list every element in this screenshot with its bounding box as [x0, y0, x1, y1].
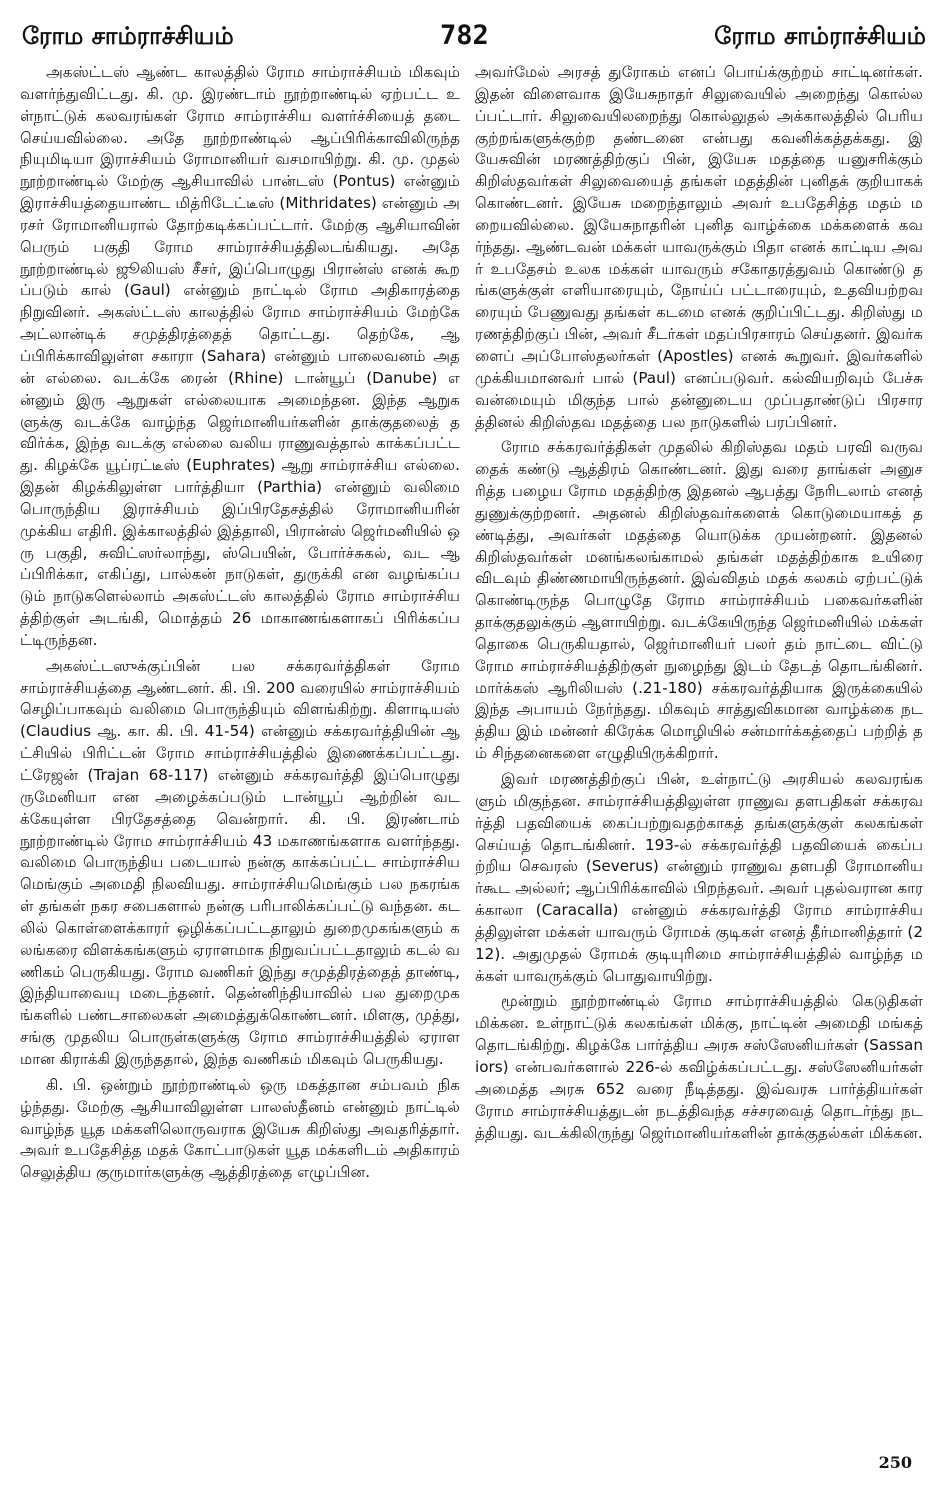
- right-column: [475, 62, 923, 1482]
- paragraph-military-unrest: இவர் மரணத்திற்குப் பின், உள்நாட்டு அரசியல் கலவரங்களும் மிகுந்தன. சாம்ராச்சியத்திலுள்ள ராணுவ தளபதிகள் சக்கரவர்த்தி பதவியைக் கைப்பற்றுவதற்காகத் தங்களுக்குள் கலகங்கள் செய்யத் தொடங்கினர். 193-ல் சக்கரவர்த்தி பதவியைக் கைப்பற்றிய செவரஸ் (Severus) என்னும் ராணுவ தளபதி ரோமானியர்கூட அல்லர்; ஆப்பிரிக்காவில் பிறந்தவர். அவர் புதல்வரான காரக்காலா (Caracalla) என்னும் சக்கரவர்த்தி ரோம சாம்ராச்சியத்திலுள்ள மக்கள் யாவரும் ரோமக் குடிகள் எனத் தீர்மானித்தார் (212). அதுமுதல் ரோமக் குடியுரிமை சாம்ராச்சியத்தில் வாழ்ந்த மக்கள் யாவருக்கும் பொதுவாயிற்று.: [475, 770, 923, 985]
- paragraph-persecution-and-germans: ரோம சக்கரவர்த்திகள் முதலில் கிறிஸ்தவ மதம் பரவி வருவதைக் கண்டு ஆத்திரம் கொண்டனர். இது வரை தாங்கள் அனுசரித்த பழைய ரோம மதத்திற்கு இதனல் ஆபத்து நேரிடலாம் எனத் துணுக்குற்றனர். அதனல் கிறிஸ்தவர்களைக் கொடுமையாகத் தண்டித்து, அவர்கள் மதத்தை யொடுக்க முயன்றனர். இதனல் கிறிஸ்தவர்கள் மனங்கலங்காமல் தங்கள் மதத்திற்காக உயிரை விடவும் திண்ணமாயிருந்தனர். இவ்விதம் மதக் கலகம் ஏற்பட்டுக் கொண்டிருந்த பொழுதே ரோம சாம்ராச்சியம் பகைவர்களின் தாக்குதலுக்கும் ஆளாயிற்று. வடக்கேயிருந்த ஜெர்மனியில் மக்கள் தொகை பெருகியதால், ஜெர்மானியர் பலர் தம் நாட்டை விட்டு ரோம சாம்ராச்சியத்திற்குள் நுழைந்து இடம் தேடத் தொடங்கினர். மார்க்கஸ் ஆரிலியஸ் (.21-180) சக்கரவர்த்தியாக இருக்கையில் இந்த அபாயம் நேர்ந்தது. மிகவும் சாத்துவிகமான வாழ்க்கை நடத்திய இம் மன்னர் கிரேக்க மொழியில் சன்மார்க்கத்தைப் பற்றித் தம் சிந்தனைகளை எழுதியிருக்கிறார்.: [475, 438, 923, 763]
- running-header: [0, 0, 940, 60]
- running-title-right: ரோம சாம்ராச்சியம்: [714, 22, 926, 50]
- paragraph-birth-of-christianity: கி. பி. ஒன்றும் நூற்றாண்டில் ஒரு மகத்தான சம்பவம் நிகழ்ந்தது. மேற்கு ஆசியாவிலுள்ள பாலஸ்தீனம் என்னும் நாட்டில் வாழ்ந்த யூத மக்களிலொருவராக இயேசு கிறிஸ்து அவதரித்தார். அவர் உபதேசித்த மதக் கோட்பாடுகள் யூத மக்களிடம் அதிகாரம் செலுத்திய குருமார்களுக்கு ஆத்திரத்தை எழுப்பின.: [20, 1075, 460, 1182]
- running-title-left: ரோம சாம்ராச்சியம்: [22, 22, 234, 50]
- paragraph-crucifixion-and-apostles: அவர்மேல் அரசத் துரோகம் எனப் பொய்க்குற்றம் சாட்டினர்கள். இதன் விளைவாக இயேசுநாதர் சிலுவையில் அறைந்து கொல்லப்பட்டார். சிலுவையிலறைந்து கொல்லுதல் அக்காலத்தில் பெரிய குற்றங்களுக்குற்ற தண்டனை என்பது கவனிக்கத்தக்கது. இயேசுவின் மரணத்திற்குப் பின், இயேசு மதத்தை யனுசரிக்கும் கிறிஸ்தவர்கள் சிலுவையைத் தங்கள் மதத்தின் புனிதக் குறியாகக் கொண்டனர். இயேசு மறைந்தாலும் அவர் உபதேசித்த மதம் மறையவில்லை. இயேசுநாதரின் புனித வாழ்க்கை மக்களைக் கவர்ந்தது. ஆண்டவன் மக்கள் யாவருக்கும் பிதா எனக் காட்டிய அவர் உபதேசம் உலக மக்கள் யாவரும் சகோதரத்துவம் கொண்டு தங்களுக்குள் எளியாரையும், நோய்ப் பட்டாரையும், உதவியற்றவரையும் பேணுவது தங்கள் கடமை எனக் குறிப்பிட்டது. கிறிஸ்து மரணத்திற்குப் பின், அவர் சீடர்கள் மதப்பிரசாரம் செய்தனர். இவர்களைப் அப்போஸ்தலர்கள் (Apostles) எனக் கூறுவர். இவர்களில் முக்கியமானவர் பால் (Paul) எனப்படுவர். கல்வியறிவும் பேச்சு வன்மையும் மிகுந்த பால் தன்னுடைய முப்பதாண்டுப் பிரசாரத்தினல் கிறிஸ்தவ மதத்தை பல நாடுகளில் பரப்பினர்.: [475, 63, 923, 431]
- left-column: [20, 62, 460, 1482]
- paragraph-third-century-decline: மூன்றும் நூற்றாண்டில் ரோம சாம்ராச்சியத்தில் கெடுதிகள் மிக்கன. உள்நாட்டுக் கலகங்கள் மிக்கு, நாட்டின் அமைதி மங்கத் தொடங்கிற்று. கிழக்கே பார்த்திய அரசு சஸ்ஸேனியர்கள் (Sassaniors) என்பவர்களால் 226-ல் கவிழ்க்கப்பட்டது. சஸ்ஸேனியர்கள் அமைத்த அரசு 652 வரை நீடித்தது. இவ்வரசு பார்த்தியர்கள் ரோம சாம்ராச்சியத்துடன் நடத்திவந்த சச்சரவைத் தொடர்ந்து நடத்தியது. வடக்கிலிருந்து ஜெர்மானியர்களின் தாக்குதல்கள் மிக்கன.: [475, 992, 923, 1142]
- paragraph-augustus-expansion: அகஸ்ட்டஸ் ஆண்ட காலத்தில் ரோம சாம்ராச்சியம் மிகவும் வளர்ந்துவிட்டது. கி. மு. இரண்டாம் நூற்றாண்டில் ஏற்பட்ட உள்நாட்டுக் கலவரங்கள் ரோம சாம்ராச்சிய வளர்ச்சியைத் தடை செய்யவில்லை. அதே நூற்றாண்டில் ஆப்பிரிக்காவிலிருந்த நியுமிடியா இராச்சியம் ரோமானியர் வசமாயிற்று. கி. மு. முதல் நூற்றாண்டில் மேற்கு ஆசியாவில் பான்டஸ் (Pontus) என்னும் இராச்சியத்தையாண்ட மித்ரிடேட்டீஸ் (Mithridates) என்னும் அரசர் ரோமானியரால் தோற்கடிக்கப்பட்டார். மேற்கு ஆசியாவின் பெரும் பகுதி ரோம சாம்ராச்சியத்திலடங்கியது. அதே நூற்றாண்டில் ஜூலியஸ் சீசர், இப்பொழுது பிரான்ஸ் எனக் கூறப்படும் கால் (Gaul) என்னும் நாட்டில் ரோம அதிகாரத்தை நிறுவினர். அகஸ்ட்டஸ் காலத்தில் ரோம சாம்ராச்சியம் மேற்கே அட்லான்டிக் சமுத்திரத்தைத் தொட்டது. தெற்கே, ஆப்பிரிக்காவிலுள்ள சகாரா (Sahara) என்னும் பாலைவனம் அதன் எல்லை. வடக்கே ரைன் (Rhine) டான்யூப் (Danube) என்னும் இரு ஆறுகள் எல்லையாக அமைந்தன. இந்த ஆறுகளுக்கு வடக்கே வாழ்ந்த ஜெர்மானியர்களின் தாக்குதலைத் தவிர்க்க, இந்த வடக்கு எல்லை வலிய ராணுவத்தால் காக்கப்பட்டது. கிழக்கே யூப்ரட்டீஸ் (Euphrates) ஆறு சாம்ராச்சிய எல்லை. இதன் கிழக்கிலுள்ள பார்த்தியா (Parthia) என்னும் வலிமை பொருந்திய இராச்சியம் இப்பிரதேசத்தில் ரோமானியரின் முக்கிய எதிரி. இக்காலத்தில் இத்தாலி, பிரான்ஸ் ஜெர்மனியில் ஒரு பகுதி, சுவிட்ஸர்லாந்து, ஸ்பெயின், போர்ச்சுகல், வட ஆப்பிரிக்கா, எகிப்து, பால்கன் நாடுகள், துருக்கி என வழங்கப்படும் நாடுகளெல்லாம் அகஸ்ட்டஸ் காலத்தில் ரோம சாம்ராச்சியத்திற்குள் அடங்கி, மொத்தம் 26 மாகாணங்களாகப் பிரிக்கப்பட்டிருந்தன.: [20, 63, 460, 649]
- page-number: 782: [440, 20, 489, 51]
- paragraph-emperors-after-augustus: அகஸ்ட்டஸுக்குப்பின் பல சக்கரவர்த்திகள் ரோம சாம்ராச்சியத்தை ஆண்டனர். கி. பி. 200 வரையில் சாம்ராச்சியம் செழிப்பாகவும் வலிமை பொருந்தியும் விளங்கிற்று. கிளாடியஸ் (Claudius ஆ. கா. கி. பி. 41-54) என்னும் சக்கரவர்த்தியின் ஆட்சியில் பிரிட்டன் ரோம சாம்ராச்சியத்தில் இணைக்கப்பட்டது. ட்ரேஜன் (Trajan 68-117) என்னும் சக்கரவர்த்தி இப்பொழுது ருமேனியா என அழைக்கப்படும் டான்யூப் ஆற்றின் வடக்கேயுள்ள பிரதேசத்தை வென்றார். கி. பி. இரண்டாம் நூற்றாண்டில் ரோம சாம்ராச்சியம் 43 மகாணங்களாக வளர்ந்தது. வலிமை பொருந்திய படையால் நன்கு காக்கப்பட்ட சாம்ராச்சியமெங்கும் அமைதி நிலவியது. சாம்ராச்சியமெங்கும் பல நகரங்கள் தங்கள் நகர சபைகளால் நன்கு பரிபாலிக்கப்பட்டு வந்தன. கடலில் கொள்ளைக்காரர் ஒழிக்கப்பட்டதாலும் துறைமுகங்களும் கலங்கரை விளக்கங்களும் ஏராளமாக நிறுவப்பட்டதாலும் கடல் வணிகம் பெருகியது. ரோம வணிகர் இந்து சமுத்திரத்தைத் தாண்டி, இந்தியாவையு மடைந்தனர். தென்னிந்தியாவில் பல துறைமுகங்களில் பண்டசாலைகள் அமைத்துக்கொண்டனர். மிளகு, முத்து, சங்கு முதலிய பொருள்களுக்கு ரோம சாம்ராச்சியத்தில் ஏராளமான கிராக்கி இருந்ததால், இந்த வணிகம் மிகவும் பெருகியது.: [20, 656, 460, 1068]
- folio-number: 250: [878, 1453, 912, 1472]
